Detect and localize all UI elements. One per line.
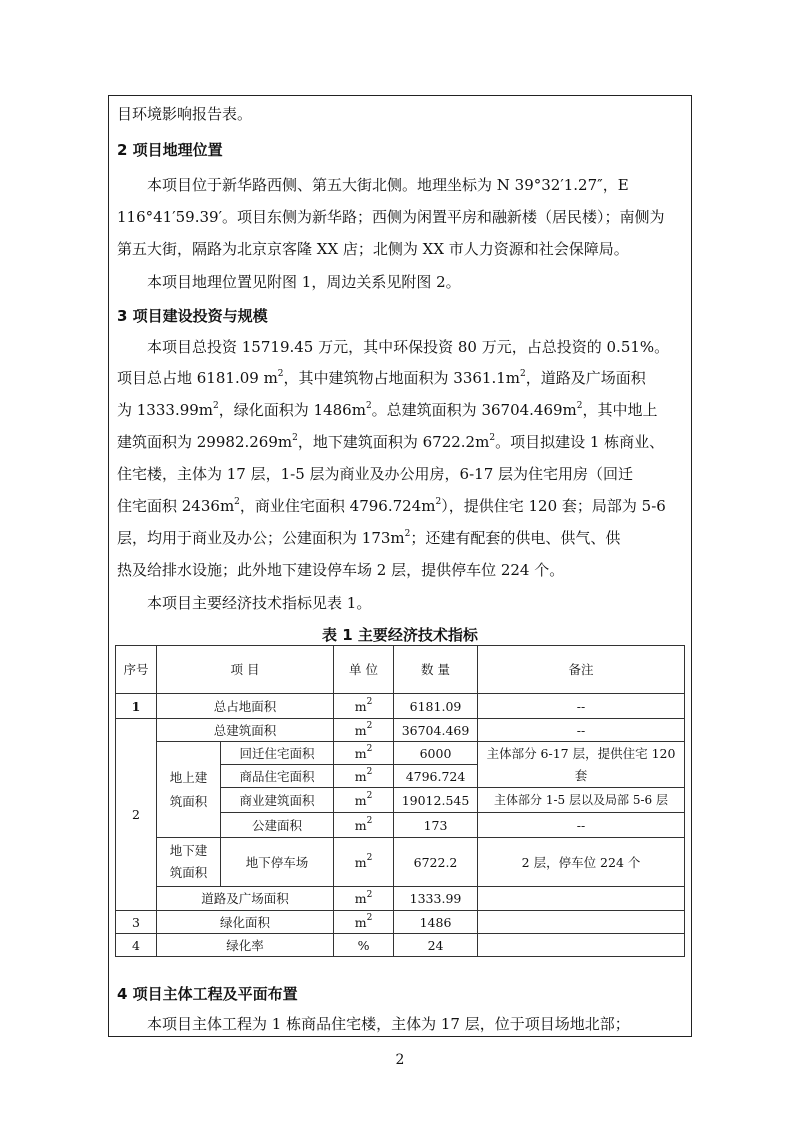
paragraph-location-line: 第五大街，隔路为北京京客隆 XX 店；北侧为 XX 市人力资源和社会保障局。	[117, 240, 629, 258]
cell-note: --	[478, 719, 685, 742]
section-heading-location: 2 项目地理位置	[117, 141, 223, 159]
cell-item: 道路及广场面积	[157, 887, 334, 911]
paragraph-investment-line: 建筑面积为 $29982.269m^2$，地下建筑面积为 $6722.2m^2$。项目拟建设 1 栋商业、	[117, 433, 665, 451]
cell-unit: $m^2$	[334, 887, 394, 911]
cell-qty: 1333.99	[394, 887, 478, 911]
cell-unit: $m^2$	[334, 838, 394, 887]
table-row	[116, 911, 685, 934]
cell-qty: 1486	[394, 911, 478, 934]
cell-qty: 173	[394, 813, 478, 838]
section-heading-investment: 3 项目建设投资与规模	[117, 307, 268, 325]
cell-seq: 4	[116, 934, 157, 957]
paragraph-layout-line: 本项目主体工程为 1 栋商品住宅楼，主体为 17 层，位于项目场地北部；	[147, 1015, 630, 1033]
paragraph-location-line: 本项目位于新华路西侧、第五大街北侧。地理坐标为 N 39°32′1.27″，E	[147, 176, 629, 194]
paragraph-investment-line: 住宅面积 $2436m^2$，商业住宅面积 $4796.724m^2$），提供住宅 120 套；局部为 5-6	[117, 497, 666, 515]
paragraph-table-ref: 本项目主要经济技术指标见表 1。	[147, 594, 372, 612]
section-heading-layout: 4 项目主体工程及平面布置	[117, 985, 298, 1003]
cell-seq: 1	[116, 694, 157, 719]
cell-note: 主体部分 1-5 层以及局部 5-6 层	[478, 788, 685, 813]
cell-qty: 36704.469	[394, 719, 478, 742]
cell-note	[478, 887, 685, 911]
header-seq: 序号	[116, 646, 157, 694]
cell-item: 公建面积	[221, 813, 334, 838]
paragraph-investment-line: 住宅楼，主体为 17 层，1-5 层为商业及办公用房，6-17 层为住宅用房（回迁	[117, 465, 634, 483]
table-row	[116, 887, 685, 911]
cell-group-above: 地上建筑面积	[157, 742, 221, 838]
cell-seq: 3	[116, 911, 157, 934]
paragraph-investment-line: 热及给排水设施；此外地下建设停车场 2 层，提供停车位 224 个。	[117, 561, 565, 579]
table-row	[116, 719, 685, 742]
cell-item: 总占地面积	[157, 694, 334, 719]
cell-unit: $m^2$	[334, 765, 394, 788]
paragraph-investment-line: 本项目总投资 15719.45 万元，其中环保投资 80 万元，占总投资的 0.51%。	[147, 338, 670, 356]
cell-qty: 6722.2	[394, 838, 478, 887]
header-unit: 单 位	[334, 646, 394, 694]
cell-qty: 19012.545	[394, 788, 478, 813]
cell-item: 总建筑面积	[157, 719, 334, 742]
cell-unit: $m^2$	[334, 788, 394, 813]
cell-qty: 4796.724	[394, 765, 478, 788]
cell-qty: 6000	[394, 742, 478, 765]
cell-note	[478, 911, 685, 934]
paragraph-location-line: 116°41′59.39′。项目东侧为新华路；西侧为闲置平房和融新楼（居民楼）；南侧为	[117, 208, 665, 226]
table-header-row	[116, 646, 685, 694]
paragraph-figures-ref: 本项目地理位置见附图 1，周边关系见附图 2。	[147, 273, 461, 291]
header-qty: 数 量	[394, 646, 478, 694]
cell-unit: $m^2$	[334, 911, 394, 934]
cell-note: --	[478, 813, 685, 838]
header-item: 项 目	[157, 646, 334, 694]
cell-item: 绿化面积	[157, 911, 334, 934]
paragraph-investment-line: 为 $1333.99m^2$，绿化面积为 $1486m^2$。总建筑面积为 $36704.469m^2$，其中地上	[117, 401, 658, 419]
cell-unit: $m^2$	[334, 719, 394, 742]
cell-item: 商业建筑面积	[221, 788, 334, 813]
indicators-table	[115, 645, 685, 957]
header-note: 备注	[478, 646, 685, 694]
paragraph-continuation: 目环境影响报告表。	[117, 105, 253, 123]
table-row	[116, 694, 685, 719]
paragraph-investment-line: 项目总占地 6181.09 $m^2$，其中建筑物占地面积为 $3361.1m^2$，道路及广场面积	[117, 369, 646, 387]
cell-unit: $m^2$	[334, 742, 394, 765]
cell-note: 主体部分 6-17 层，提供住宅 120 套	[478, 742, 685, 788]
table-caption: 表 1 主要经济技术指标	[322, 626, 478, 644]
cell-qty: 6181.09	[394, 694, 478, 719]
paragraph-investment-line: 层，均用于商业及办公；公建面积为 $173m^2$；还建有配套的供电、供气、供	[117, 529, 621, 547]
cell-unit: %	[334, 934, 394, 957]
table-row	[116, 934, 685, 957]
cell-item: 地下停车场	[221, 838, 334, 887]
cell-seq: 2	[116, 719, 157, 911]
cell-item: 回迁住宅面积	[221, 742, 334, 765]
cell-note	[478, 934, 685, 957]
cell-item: 商品住宅面积	[221, 765, 334, 788]
cell-group-below: 地下建筑面积	[157, 838, 221, 887]
cell-unit: $m^2$	[334, 694, 394, 719]
cell-item: 绿化率	[157, 934, 334, 957]
page-number: 2	[395, 1052, 405, 1068]
table-row	[116, 838, 685, 887]
cell-note: 2 层，停车位 224 个	[478, 838, 685, 887]
cell-unit: $m^2$	[334, 813, 394, 838]
cell-qty: 24	[394, 934, 478, 957]
table-row	[116, 742, 685, 765]
cell-note: --	[478, 694, 685, 719]
